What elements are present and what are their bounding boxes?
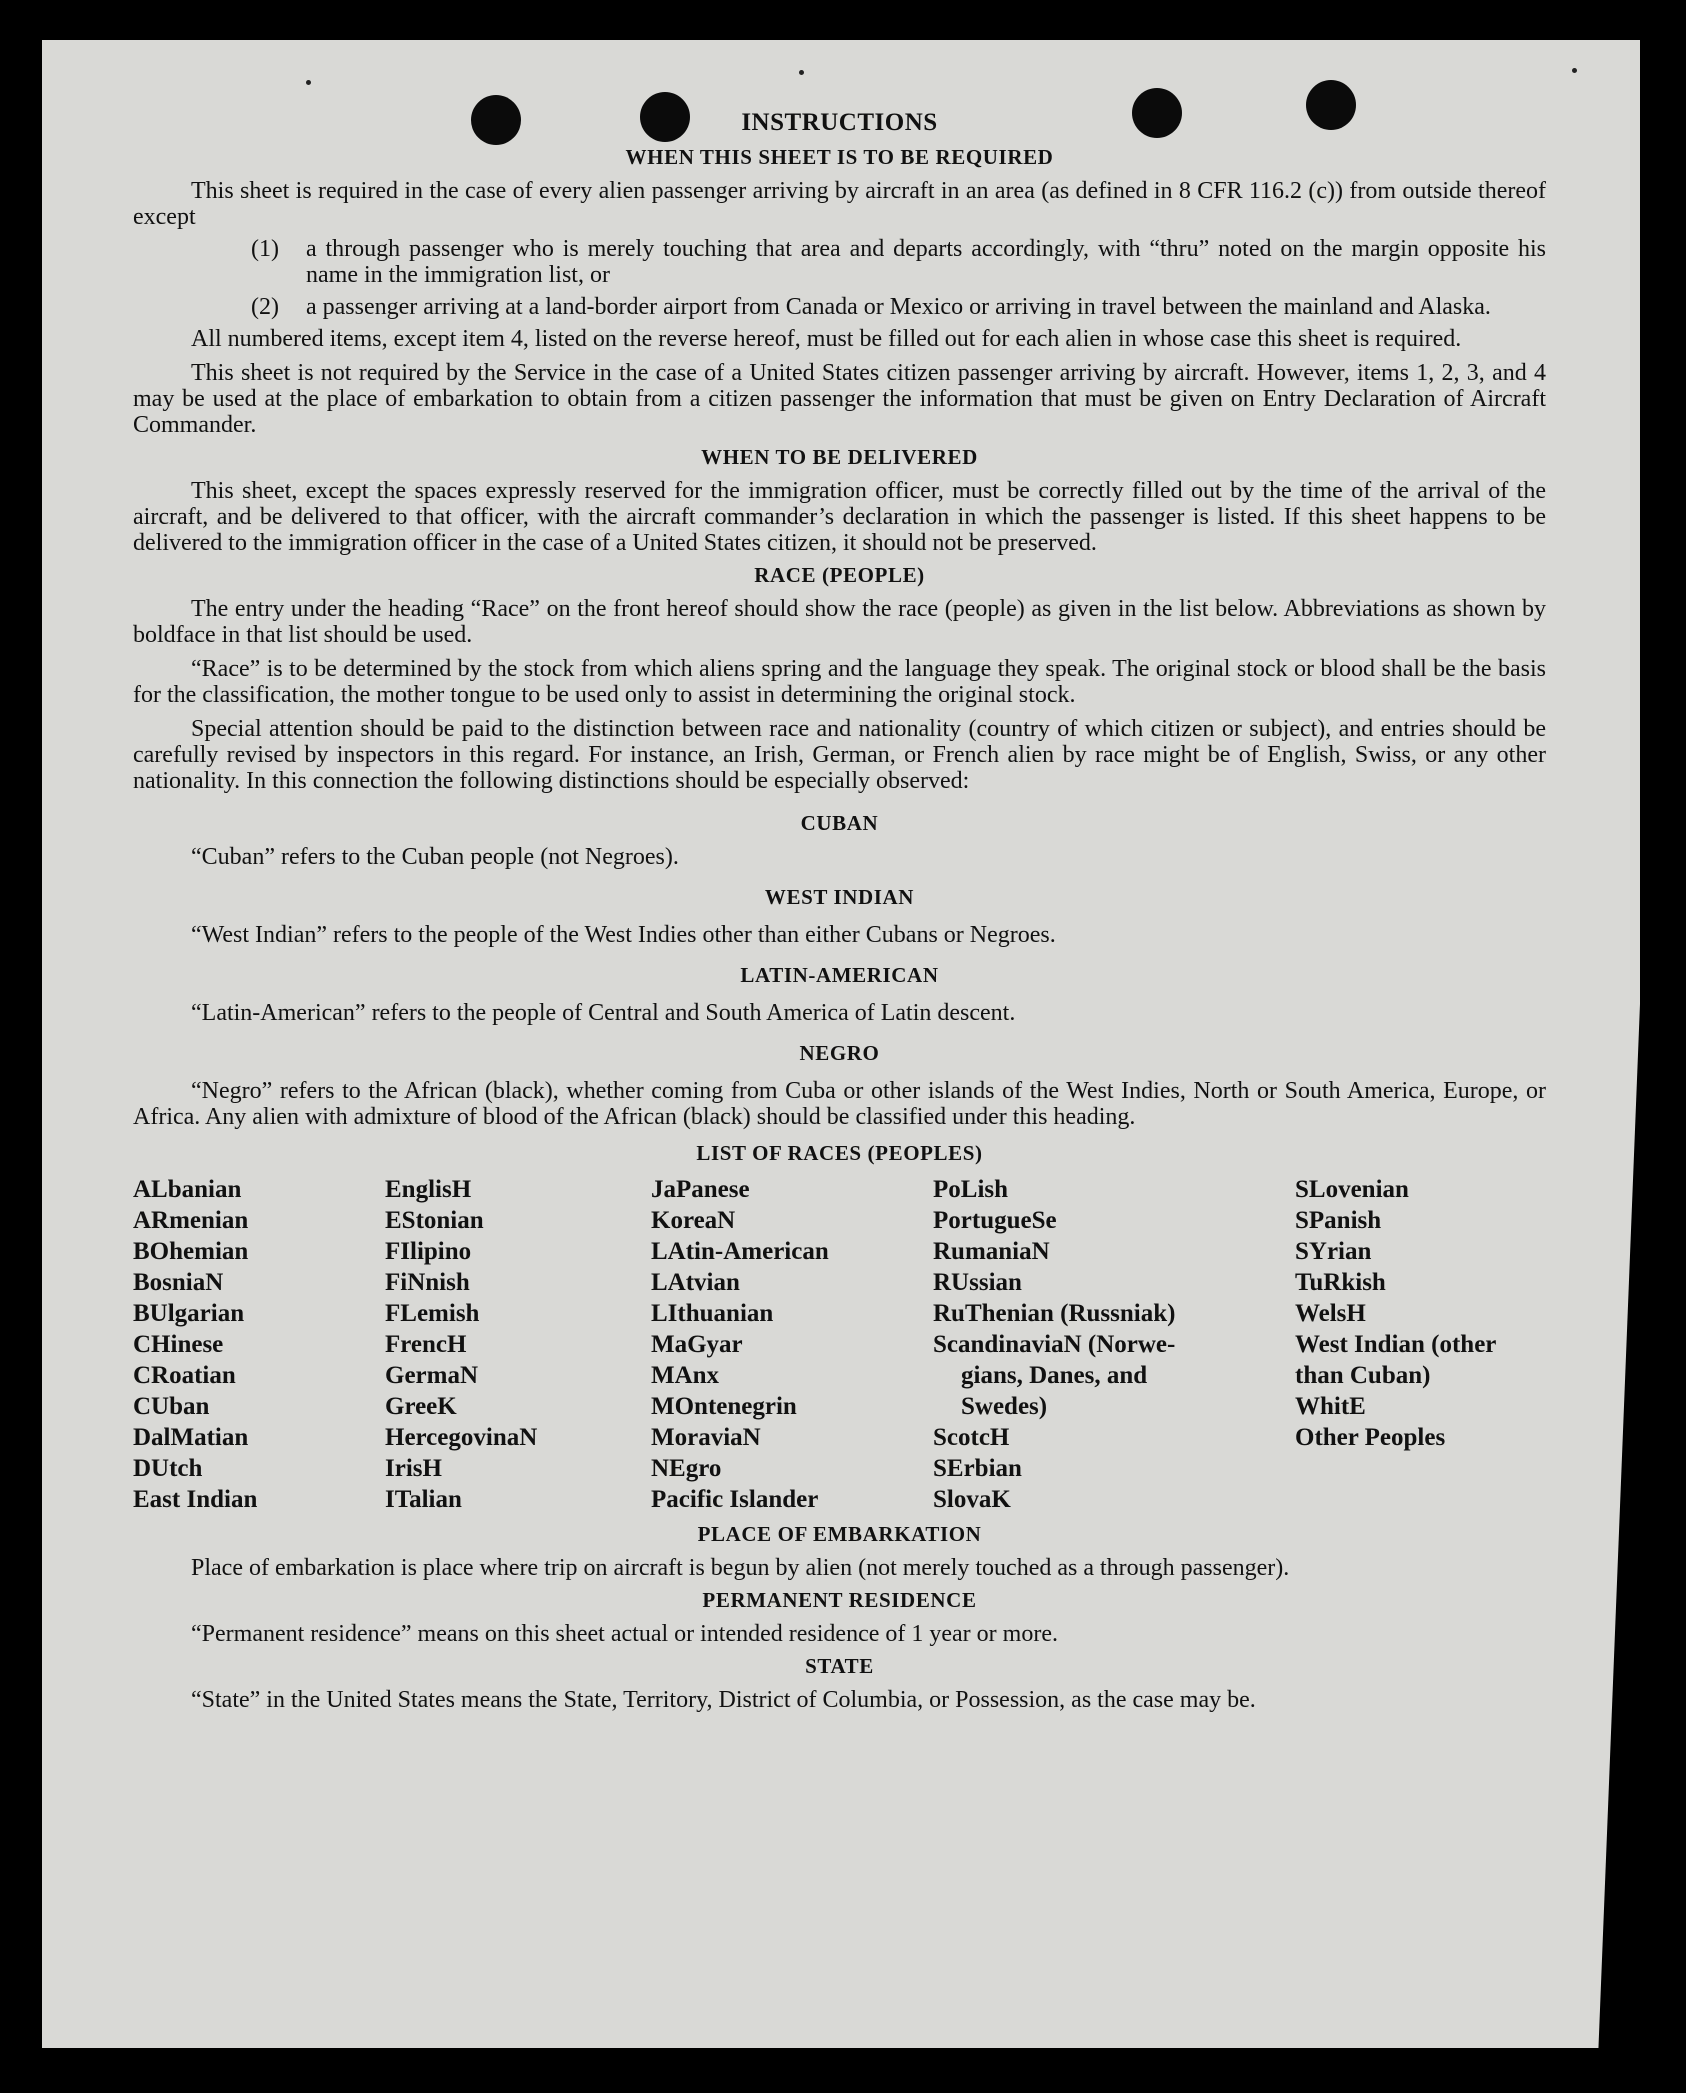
embarkation-text: Place of embarkation is place where trip on aircraft is begun by alien (not merely touched as a through passenger). — [191, 1555, 1290, 1581]
race-entry: BosniaN — [133, 1269, 224, 1296]
race-entry: LIthuanian — [651, 1300, 774, 1327]
speck — [799, 70, 804, 75]
west-indian-text: “West Indian” refers to the people of the West Indies other than either Cubans or Negroes. — [191, 922, 1056, 948]
race-entry: ITalian — [385, 1486, 462, 1513]
race-entry: FrencH — [385, 1331, 467, 1358]
races-column-3 — [651, 1174, 933, 1515]
race-entry: TuRkish — [1295, 1269, 1386, 1296]
when-delivered-heading: WHEN TO BE DELIVERED — [701, 445, 978, 469]
races-list-heading: LIST OF RACES (PEOPLES) — [696, 1141, 983, 1165]
races-list — [133, 1174, 1546, 1515]
race-entry: KoreaN — [651, 1207, 736, 1234]
race-entry: WhitE — [1295, 1393, 1366, 1420]
race-entry: DUtch — [133, 1455, 203, 1482]
item-number: (2) — [251, 294, 279, 320]
speck — [306, 80, 311, 85]
race-entry: SYrian — [1295, 1238, 1372, 1265]
race-entry: FLemish — [385, 1300, 480, 1327]
item-number: (1) — [251, 236, 279, 262]
race-entry: CHinese — [133, 1331, 224, 1358]
race-entry: DalMatian — [133, 1424, 249, 1451]
race-entry: GreeK — [385, 1393, 457, 1420]
race-entry: MaGyar — [651, 1331, 743, 1358]
race-entry: RUssian — [933, 1269, 1022, 1296]
race-entry: Swedes) — [961, 1393, 1048, 1420]
when-required-heading: WHEN THIS SHEET IS TO BE REQUIRED — [625, 145, 1054, 169]
race-entry: SLovenian — [1295, 1176, 1409, 1203]
race-entry: East Indian — [133, 1486, 258, 1513]
item-text: a through passenger who is merely touching that area and departs accordingly, with “thru” noted on the margin opposite his name in the immigration list, or — [306, 236, 1546, 288]
race-entry: ARmenian — [133, 1207, 249, 1234]
numbered-items-paragraph: All numbered items, except item 4, listed on the reverse hereof, must be filled out for each alien in whose case this sheet is required. — [191, 326, 1462, 352]
race-entry: MoraviaN — [651, 1424, 761, 1451]
race-entry: than Cuban) — [1295, 1362, 1431, 1389]
instructions-content — [133, 108, 1546, 1713]
race-entry: ScotcH — [933, 1424, 1010, 1451]
race-entry: SlovaK — [933, 1486, 1011, 1513]
west-indian-heading: WEST INDIAN — [764, 885, 915, 909]
exception-item-2 — [133, 294, 1546, 320]
race-entry: HercegovinaN — [385, 1424, 538, 1451]
race-entry: PortugueSe — [933, 1207, 1057, 1234]
race-entry: IrisH — [385, 1455, 442, 1482]
race-heading: RACE (PEOPLE) — [754, 563, 925, 587]
embarkation-heading: PLACE OF EMBARKATION — [697, 1522, 982, 1546]
race-entry: MAnx — [651, 1362, 720, 1389]
when-delivered-text: This sheet, except the spaces expressly reserved for the immigration officer, must be correctly filled out by the time of the arrival of the aircraft, and be delivered to that officer, with the aircraft commander’s declaration in which the passenger is listed. If this sheet happens to be delivered to the immigration officer in the case of a United States citizen, it should not be preserved. — [133, 478, 1546, 556]
race-entry: ALbanian — [133, 1176, 242, 1203]
race-entry: JaPanese — [651, 1176, 750, 1203]
race-entry: PoLish — [933, 1176, 1009, 1203]
negro-text: “Negro” refers to the African (black), whether coming from Cuba or other islands of the West Indies, North or South America, Europe, or Africa. Any alien with admixture of blood of the African (black) should be classified under this heading. — [133, 1078, 1546, 1130]
race-entry: Pacific Islander — [651, 1486, 819, 1513]
race-entry: LAtin-American — [651, 1238, 829, 1265]
races-column-2 — [385, 1174, 651, 1515]
cuban-heading: CUBAN — [800, 811, 879, 835]
race-entry: BOhemian — [133, 1238, 249, 1265]
speck — [1572, 68, 1577, 73]
race-entry: GermaN — [385, 1362, 479, 1389]
race-entry: West Indian (other — [1295, 1331, 1497, 1358]
race-entry: WelsH — [1295, 1300, 1366, 1327]
race-entry: Other Peoples — [1295, 1424, 1446, 1451]
item-text: a passenger arriving at a land-border airport from Canada or Mexico or arriving in travel between the mainland and Alaska. — [306, 294, 1491, 320]
race-entry: RumaniaN — [933, 1238, 1050, 1265]
exception-item-1 — [133, 236, 1546, 288]
race-entry: RuThenian (Russniak) — [933, 1300, 1176, 1327]
race-entry: MOntenegrin — [651, 1393, 797, 1420]
race-paragraph-3: Special attention should be paid to the distinction between race and nationality (country of which citizen or subject), and entries should be carefully revised by inspectors in this regard. For instance, an Irish, German, or French alien by race might be of English, Swiss, or any other nationality. In this connection the following distinctions should be especially observed: — [133, 716, 1546, 794]
latin-american-text: “Latin-American” refers to the people of Central and South America of Latin descent. — [191, 1000, 1016, 1026]
negro-heading: NEGRO — [799, 1041, 880, 1065]
races-column-1 — [133, 1174, 385, 1515]
race-entry: EnglisH — [385, 1176, 472, 1203]
race-entry: CUban — [133, 1393, 210, 1420]
races-column-5 — [1295, 1174, 1546, 1515]
cuban-text: “Cuban” refers to the Cuban people (not Negroes). — [191, 844, 679, 870]
race-paragraph-1: The entry under the heading “Race” on the front hereof should show the race (people) as given in the list below. Abbreviations as shown by boldface in that list should be used. — [133, 596, 1546, 648]
race-entry: EStonian — [385, 1207, 484, 1234]
instructions-title: INSTRUCTIONS — [741, 109, 938, 136]
race-entry: CRoatian — [133, 1362, 236, 1389]
race-entry: NEgro — [651, 1455, 722, 1482]
race-entry: FiNnish — [385, 1269, 470, 1296]
citizen-paragraph: This sheet is not required by the Service in the case of a United States citizen passenger arriving by aircraft. However, items 1, 2, 3, and 4 may be used at the place of embarkation to obtain from a citizen passenger the information that must be given on Entry Declaration of Aircraft Commander. — [133, 360, 1546, 438]
race-entry: gians, Danes, and — [961, 1362, 1148, 1389]
race-paragraph-2: “Race” is to be determined by the stock from which aliens spring and the language they speak. The original stock or blood shall be the basis for the classification, the mother tongue to be used only to assist in determining the original stock. — [133, 656, 1546, 708]
race-entry: SPanish — [1295, 1207, 1382, 1234]
race-entry: BUlgarian — [133, 1300, 245, 1327]
race-entry: ScandinaviaN (Norwe- — [933, 1331, 1176, 1358]
state-heading: STATE — [805, 1654, 874, 1678]
race-entry: SErbian — [933, 1455, 1022, 1482]
race-entry: LAtvian — [651, 1269, 740, 1296]
race-entry: FIlipino — [385, 1238, 472, 1265]
state-text: “State” in the United States means the State, Territory, District of Columbia, or Possession, as the case may be. — [191, 1687, 1256, 1713]
residence-text: “Permanent residence” means on this sheet actual or intended residence of 1 year or more. — [191, 1621, 1058, 1647]
races-column-4 — [933, 1174, 1295, 1515]
latin-american-heading: LATIN-AMERICAN — [740, 963, 939, 987]
when-required-intro: This sheet is required in the case of every alien passenger arriving by aircraft in an area (as defined in 8 CFR 116.2 (c)) from outside thereof except — [133, 178, 1546, 230]
residence-heading: PERMANENT RESIDENCE — [702, 1588, 977, 1612]
